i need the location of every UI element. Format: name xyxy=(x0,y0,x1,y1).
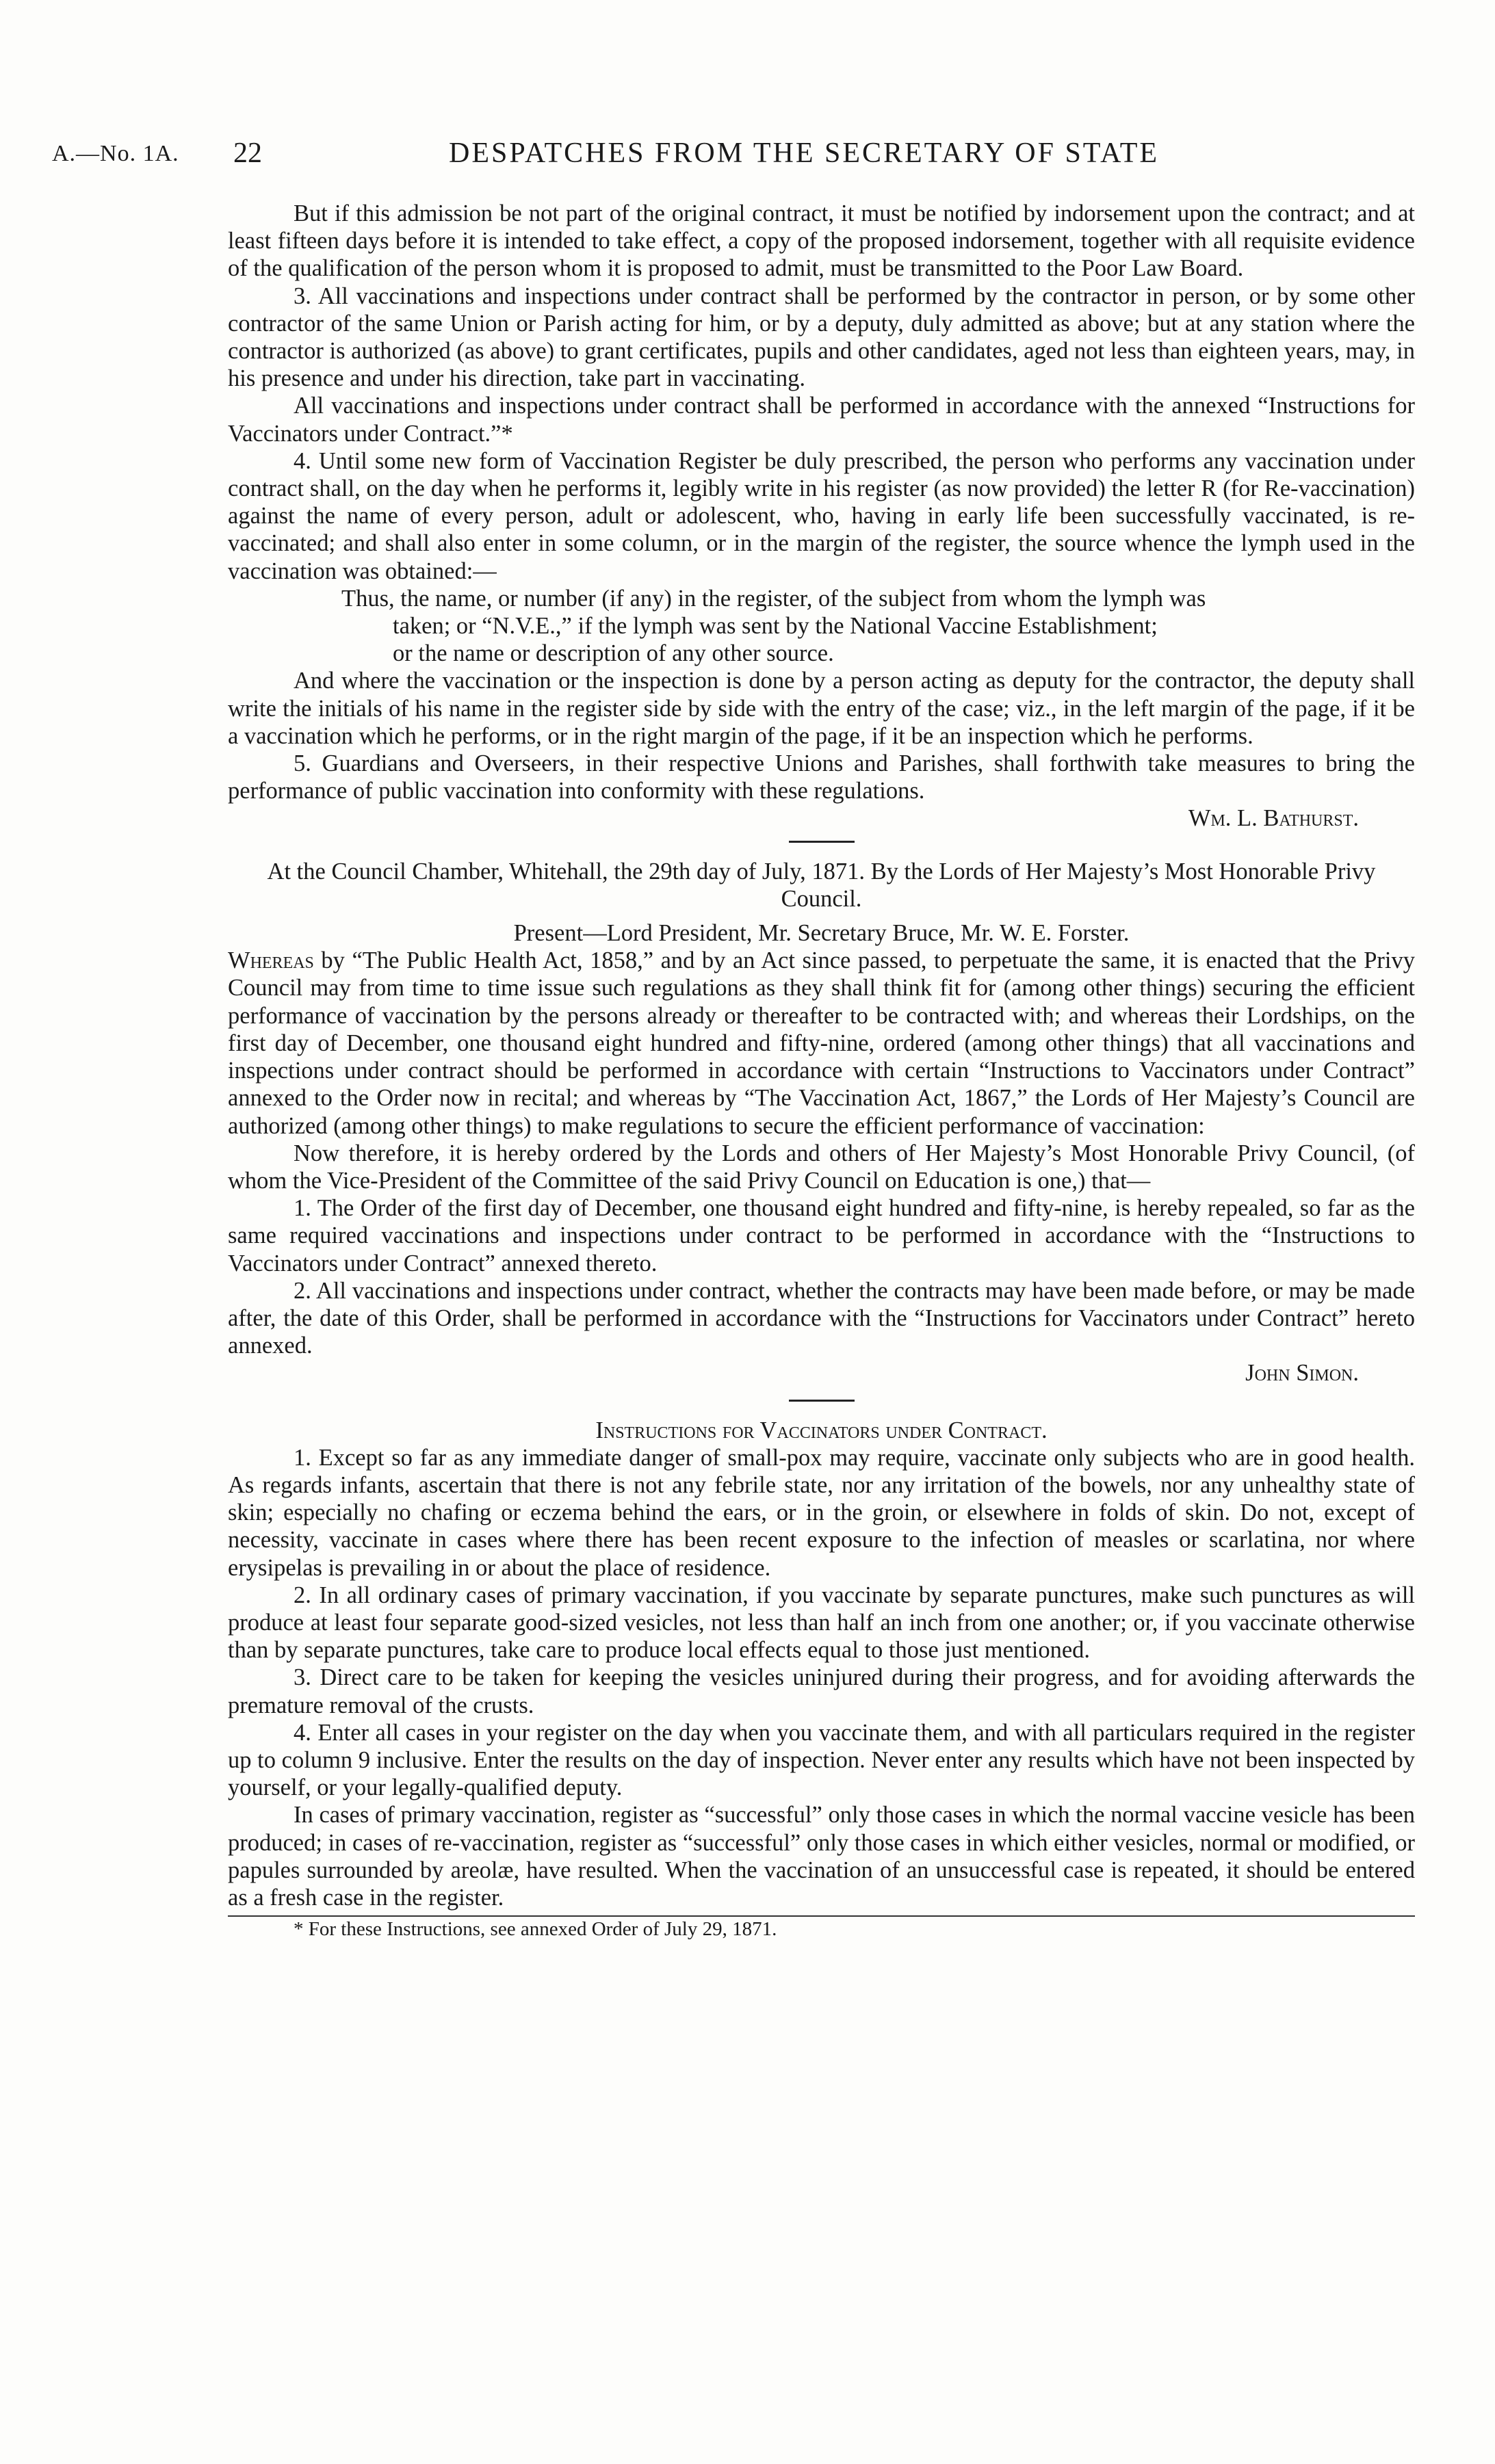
document-reference: A.—No. 1A. xyxy=(52,141,179,166)
page-body xyxy=(228,200,1415,1941)
paragraph: 4. Until some new form of Vaccination Register be duly prescribed, the person who performs any vaccination under contract shall, on the day when he performs it, legibly write in his register (as now provided) the letter R (for Re-vaccination) against the name of every person, adult or adolescent, who, having in early life been successfully vaccinated, is re-vaccinated; and shall also enter in some column, or in the margin of the register, the source whence the lymph used in the vaccination was obtained:— xyxy=(228,447,1415,584)
whereas-paragraph xyxy=(228,947,1415,1139)
quote-line: taken; or “N.V.E.,” if the lymph was sent by the National Vaccine Establishment; xyxy=(393,613,1158,640)
page-number: 22 xyxy=(233,137,262,169)
whereas-word: Whereas xyxy=(228,947,314,974)
paragraph: All vaccinations and inspections under contract shall be performed in accordance with the annexed “Instructions for Vaccinators under Contract.”* xyxy=(228,393,1415,447)
indented-quote xyxy=(228,585,1415,668)
whereas-text: by “The Public Health Act, 1858,” and by an Act since passed, to perpetuate the same, it is enacted that the Privy Council may from time to time issue such regulations as they shall think fit for (among other things) securing the efficient performance of vaccination by the persons already or thereafter to be contracted with; and whereas their Lordships, on the first day of December, one thousand eight hundred and fifty-nine, ordered (among other things) that all vaccinations and inspections under contract should be performed in accordance with certain “Instructions to Vaccinators under Contract” annexed to the Order now in recital; and whereas by “The Vaccination Act, 1867,” the Lords of Her Majesty’s Council are authorized (among other things) to make regulations to secure the efficient performance of vaccination: xyxy=(228,947,1415,1139)
paragraph: 1. Except so far as any immediate danger of small-pox may require, vaccinate only subjects who are in good health. As regards infants, ascertain that there is not any febrile state, nor any irritation of the bowels, nor any unhealthy state of skin; especially no chafing or eczema behind the ears, or in the groin, or elsewhere in folds of skin. Do not, except of necessity, vaccinate in cases where there has been recent exposure to the infection of measles or scarlatina, nor where erysipelas is prevailing in or about the place of residence. xyxy=(228,1444,1415,1581)
instructions-section xyxy=(228,1417,1415,1912)
paragraph: But if this admission be not part of the original contract, it must be notified by indorsement upon the contract; and at least fifteen days before it is intended to take effect, a copy of the proposed indorsement, together with all requisite evidence of the qualification of the person whom it is proposed to admit, must be transmitted to the Poor Law Board. xyxy=(228,200,1415,282)
paragraph: And where the vaccination or the inspection is done by a person acting as deputy for the contractor, the deputy shall write the initials of his name in the register side by side with the entry of the case; viz., in the left margin of the page, if it be a vaccination which he performs, or in the right margin of the page, if it be an inspection which he performs. xyxy=(228,668,1415,749)
signature-simon: John Simon. xyxy=(1245,1360,1359,1387)
regulations-section xyxy=(228,200,1415,833)
paragraph: 2. All vaccinations and inspections under contract, whether the contracts may have been made before, or may be made after, the date of this Order, shall be performed in accordance with the “Instructions for Vaccinators under Contract” hereto annexed. xyxy=(228,1277,1415,1359)
quote-line: or the name or description of any other source. xyxy=(393,640,834,667)
running-title: DESPATCHES FROM THE SECRETARY OF STATE xyxy=(449,137,1160,169)
present-line: Present—Lord President, Mr. Secretary Bruce, Mr. W. E. Forster. xyxy=(513,920,1130,947)
instructions-heading: Instructions for Vaccinators under Contract. xyxy=(595,1417,1048,1443)
privy-council-order xyxy=(228,858,1415,1387)
paragraph: 5. Guardians and Overseers, in their respective Unions and Parishes, shall forthwith take measures to bring the performance of public vaccination into conformity with these regulations. xyxy=(228,750,1415,804)
page-header xyxy=(52,135,1284,176)
order-heading: At the Council Chamber, Whitehall, the 29th day of July, 1871. By the Lords of Her Majesty’s Most Honorable Privy Council. xyxy=(267,858,1376,912)
paragraph: 4. Enter all cases in your register on the day when you vaccinate them, and with all particulars required in the register up to column 9 inclusive. Enter the results on the day of inspection. Never enter any results which have not been inspected by yourself, or your legally-qualified deputy. xyxy=(228,1719,1415,1801)
signature-bathurst: Wm. L. Bathurst. xyxy=(1188,805,1359,832)
paragraph: 3. All vaccinations and inspections under contract shall be performed by the contractor in person, or by some other contractor of the same Union or Parish acting for him, or by a deputy, duly admitted as above; but at any station where the contractor is authorized (as above) to grant certificates, pupils and other candidates, aged not less than eighteen years, may, in his presence and under his direction, take part in vaccinating. xyxy=(228,283,1415,392)
paragraph: 1. The Order of the first day of December, one thousand eight hundred and fifty-nine, is hereby repealed, so far as the same required vaccinations and inspections under contract to be performed in accordance with the “Instructions to Vaccinators under Contract” annexed thereto. xyxy=(228,1195,1415,1276)
paragraph: 3. Direct care to be taken for keeping the vesicles uninjured during their progress, and for avoiding afterwards the premature removal of the crusts. xyxy=(228,1664,1415,1718)
quote-line: Thus, the name, or number (if any) in the register, of the subject from whom the lymph was xyxy=(341,585,1206,612)
paragraph: Now therefore, it is hereby ordered by the Lords and others of Her Majesty’s Most Honorable Privy Council, (of whom the Vice-President of the Committee of the said Privy Council on Education is one,) that— xyxy=(228,1140,1415,1194)
paragraph: In cases of primary vaccination, register as “successful” only those cases in which the normal vaccine vesicle has been produced; in cases of re-vaccination, register as “successful” only those cases in which either vesicles, normal or modified, or papules surrounded by areolæ, have resulted. When the vaccination of an unsuccessful case is repeated, it should be entered as a fresh case in the register. xyxy=(228,1802,1415,1911)
section-divider xyxy=(789,1400,855,1402)
footnote: * For these Instructions, see annexed Order of July 29, 1871. xyxy=(294,1918,777,1941)
paragraph: 2. In all ordinary cases of primary vaccination, if you vaccinate by separate punctures, make such punctures as will produce at least four separate good-sized vesicles, not less than half an inch from one another; or, if you vaccinate otherwise than by separate punctures, take care to produce local effects equal to those just mentioned. xyxy=(228,1582,1415,1664)
section-divider xyxy=(789,841,855,843)
